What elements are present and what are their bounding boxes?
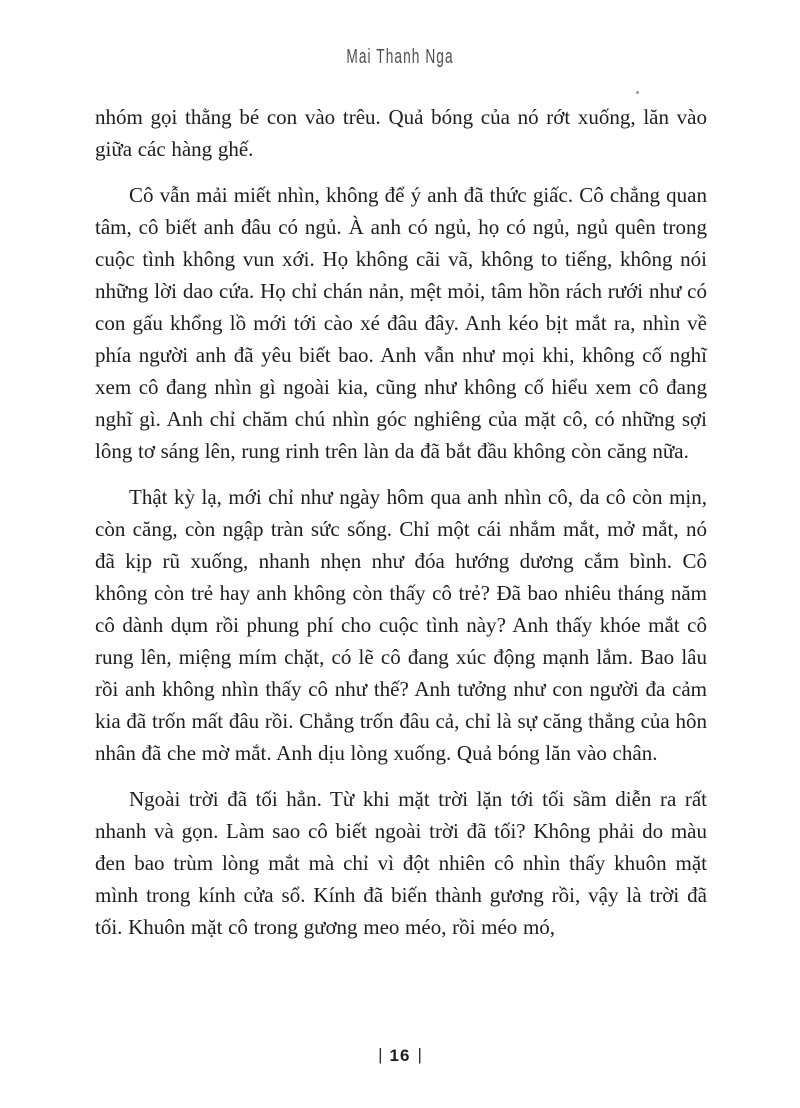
footer-bar-left: |	[378, 1045, 383, 1064]
footer-bar-right: |	[417, 1045, 422, 1064]
paragraph: Cô vẫn mải miết nhìn, không để ý anh đã thức giấc. Cô chẳng quan tâm, cô biết anh đâu có ngủ. À anh có ngủ, họ có ngủ, ngủ quên trong cuộc tình không vun xới. Họ không cãi vã, không to tiếng, không nói những lời dao cứa. Họ chỉ chán nản, mệt mỏi, tâm hồn rách rưới như có con gấu khổng lồ mới tới cào xé đâu đây. Anh kéo bịt mắt ra, nhìn về phía người anh đã yêu biết bao. Anh vẫn như mọi khi, không cố nghĩ xem cô đang nhìn gì ngoài kia, cũng như không cố hiểu xem cô đang nghĩ gì. Anh chỉ chăm chú nhìn góc nghiêng của mặt cô, có những sợi lông tơ sáng lên, rung rinh trên làn da đã bắt đầu không còn căng nữa.	[95, 183, 707, 463]
page-number: 16	[389, 1046, 411, 1065]
paragraph: Thật kỳ lạ, mới chỉ như ngày hôm qua anh nhìn cô, da cô còn mịn, còn căng, còn ngập tràn sức sống. Chỉ một cái nhắm mắt, mở mắt, nó đã kịp rũ xuống, nhanh nhẹn như đóa hướng dương cắm bình. Cô không còn trẻ hay anh không còn thấy cô trẻ? Đã bao nhiêu tháng năm cô dành dụm rồi phung phí cho cuộc tình này? Anh thấy khóe mắt cô rung lên, miệng mím chặt, có lẽ cô đang xúc động mạnh lắm. Bao lâu rồi anh không nhìn thấy cô như thế? Anh tưởng như con người đa cảm kia đã trốn mất đâu rồi. Chẳng trốn đâu cả, chỉ là sự căng thẳng của hôn nhân đã che mờ mắt. Anh dịu lòng xuống. Quả bóng lăn vào chân.	[95, 485, 707, 765]
body-text	[95, 101, 707, 957]
running-header-author: Mai Thanh Nga	[346, 46, 454, 69]
paragraph-continued: nhóm gọi thằng bé con vào trêu. Quả bóng của nó rớt xuống, lăn vào giữa các hàng ghế.	[95, 105, 707, 161]
paragraph: Ngoài trời đã tối hẳn. Từ khi mặt trời lặn tới tối sầm diễn ra rất nhanh và gọn. Làm sao cô biết ngoài trời đã tối? Không phải do màu đen bao trùm lòng mắt mà chỉ vì đột nhiên cô nhìn thấy khuôn mặt mình trong kính cửa sổ. Kính đã biến thành gương rồi, vậy là trời đã tối. Khuôn mặt cô trong gương meo méo, rồi méo mó,	[95, 787, 707, 939]
page-footer	[0, 1046, 800, 1066]
print-speck	[636, 91, 639, 94]
